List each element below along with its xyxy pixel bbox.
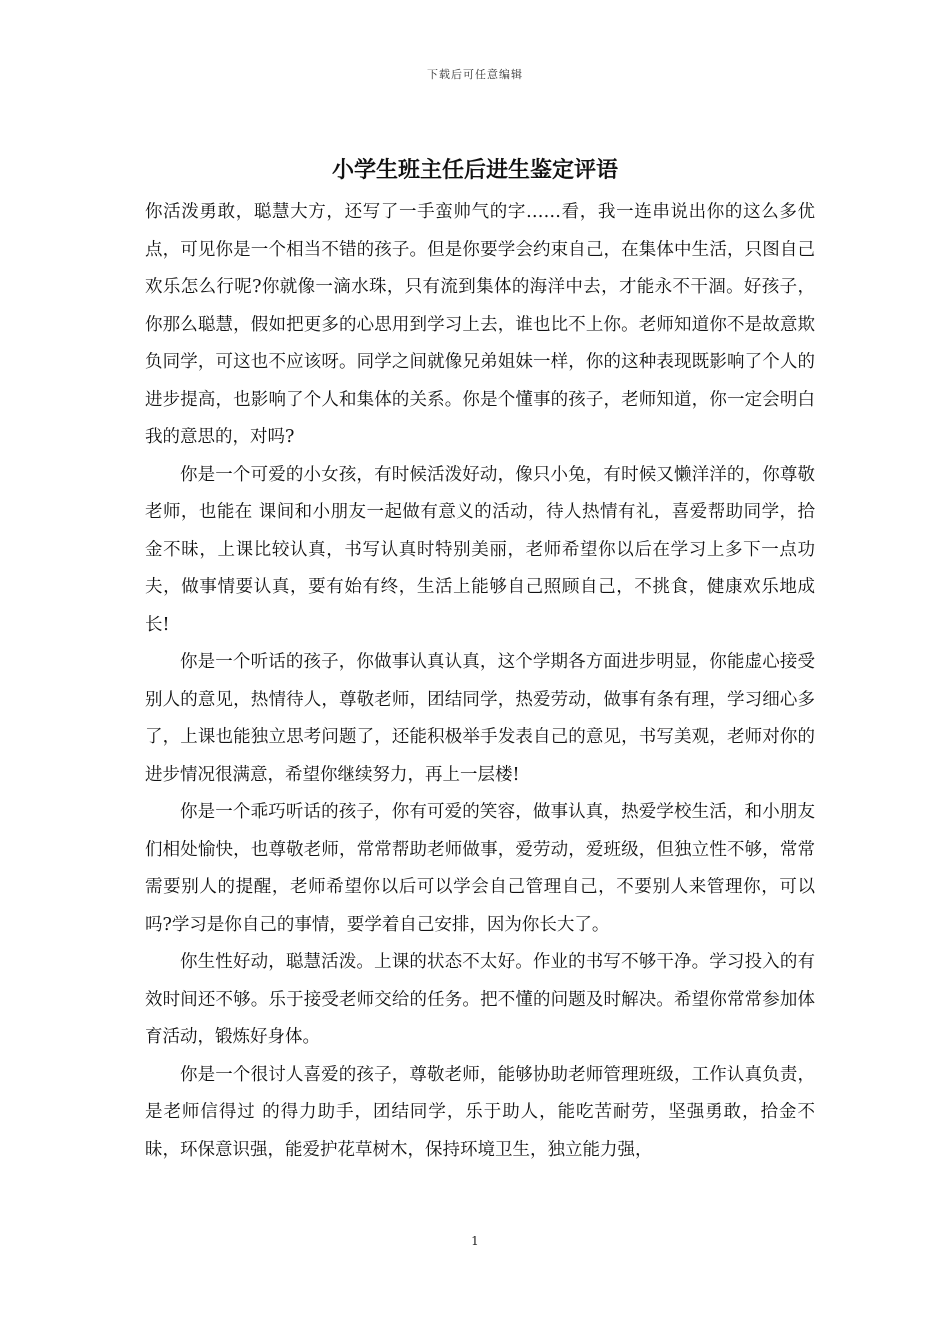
paragraph-1: 你活泼勇敢，聪慧大方，还写了一手蛮帅气的字……看，我一连串说出你的这么多优点，可见你是一个相当不错的孩子。但是你要学会约束自己，在集体中生活，只图自己欢乐怎么行呢?你就像一滴水珠，只有流到集体的海洋中去，才能永不干涸。好孩子，你那么聪慧，假如把更多的心思用到学习上去，谁也比不上你。老师知道你不是故意欺负同学，可这也不应该呀。同学之间就像兄弟姐妹一样，你的这种表现既影响了个人的进步提高，也影响了个人和集体的关系。你是个懂事的孩子，老师知道，你一定会明白我的意思的，对吗? [145, 202, 815, 447]
document-body [145, 194, 815, 1169]
page-number: 1 [471, 1234, 479, 1248]
document-title: 小学生班主任后进生鉴定评语 [331, 157, 618, 183]
paragraph-6: 你是一个很讨人喜爱的孩子，尊敬老师，能够协助老师管理班级，工作认真负责，是老师信得过 的得力助手，团结同学，乐于助人，能吃苦耐劳，坚强勇敢，拾金不昧，环保意识强，能爱护花草树木，保持环境卫生，独立能力强， [145, 1064, 815, 1160]
paragraph-4: 你是一个乖巧听话的孩子，你有可爱的笑容，做事认真，热爱学校生活，和小朋友们相处愉快，也尊敬老师，常常帮助老师做事，爱劳动，爱班级，但独立性不够，常常需要别人的提醒，老师希望你以后可以学会自己管理自己，不要别人来管理你，可以吗?学习是你自己的事情，要学着自己安排，因为你长大了。 [145, 802, 815, 935]
paragraph-2: 你是一个可爱的小女孩，有时候活泼好动，像只小兔，有时候又懒洋洋的，你尊敬老师，也能在 课间和小朋友一起做有意义的活动，待人热情有礼，喜爱帮助同学，拾金不昧，上课比较认真，书写认真时特别美丽，老师希望你以后在学习上多下一点功夫，做事情要认真，要有始有终，生活上能够自己照顾自己，不挑食，健康欢乐地成长! [145, 464, 815, 635]
header-note: 下载后可任意编辑 [427, 68, 523, 81]
paragraph-5: 你生性好动，聪慧活泼。上课的状态不太好。作业的书写不够干净。学习投入的有效时间还不够。乐于接受老师交给的任务。把不懂的问题及时解决。希望你常常参加体育活动，锻炼好身体。 [145, 952, 815, 1047]
paragraph-3: 你是一个听话的孩子，你做事认真认真，这个学期各方面进步明显，你能虚心接受别人的意见，热情待人，尊敬老师，团结同学，热爱劳动，做事有条有理，学习细心多了，上课也能独立思考问题了，还能积极举手发表自己的意见，书写美观，老师对你的进步情况很满意，希望你继续努力，再上一层楼! [145, 652, 815, 785]
